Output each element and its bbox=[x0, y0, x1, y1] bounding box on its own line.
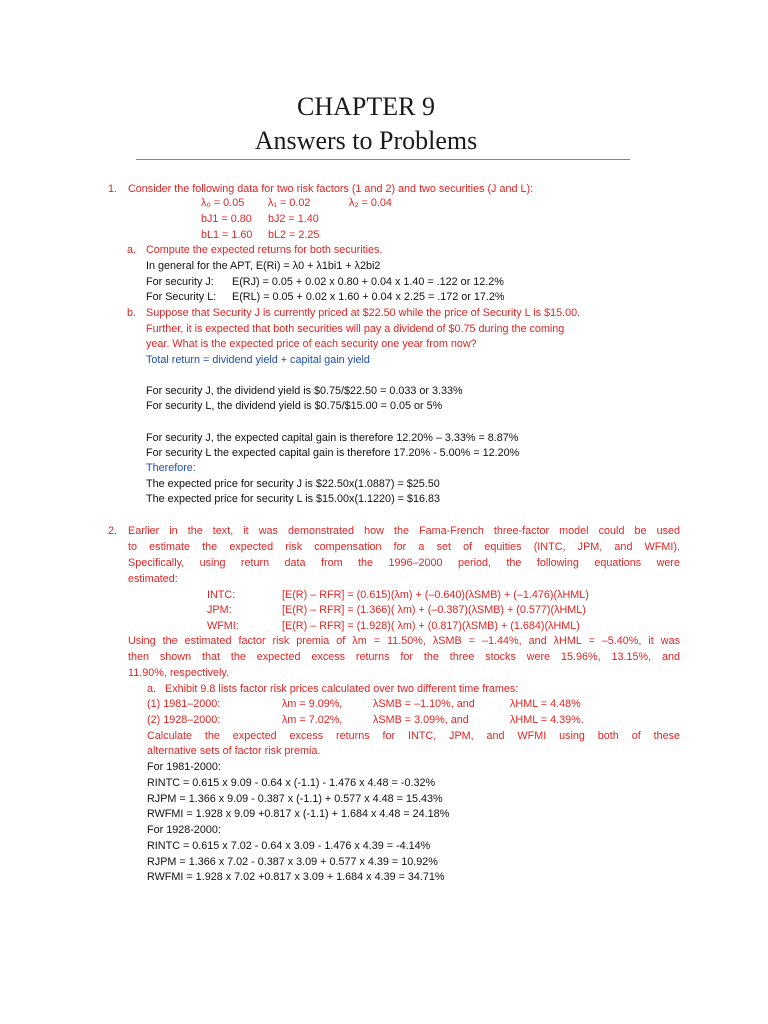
result-1981-jpm: RJPM = 1.366 x 9.09 - 0.387 x (-1.1) + 0.577 x 4.48 = 15.43% bbox=[147, 793, 443, 805]
problem-1-number: 1. bbox=[108, 183, 118, 195]
risk-premia-line-3: 11.90%, respectively. bbox=[128, 667, 230, 679]
period-1-lambda-smb: λSMB = –1.10%, and bbox=[373, 698, 475, 710]
apt-general-formula: In general for the APT, E(Ri) = λ0 + λ1bi1 + λ2bi2 bbox=[146, 260, 381, 272]
part-2a-label: a. bbox=[147, 683, 157, 695]
expected-price-l: The expected price for security L is $15.00x(1.1220) = $16.83 bbox=[146, 493, 440, 505]
security-j-calc: E(RJ) = 0.05 + 0.02 x 0.80 + 0.04 x 1.40 = .122 or 12.2% bbox=[232, 276, 504, 288]
period-2-lambda-m: λm = 7.02%, bbox=[282, 714, 343, 726]
problem-2-intro-line-1: Earlier in the text, it was demonstrated how the Fama-French three-factor model could be used bbox=[128, 525, 680, 537]
b-l1: bL1 = 1.60 bbox=[201, 229, 253, 241]
period-2-lambda-smb: λSMB = 3.09%, and bbox=[373, 714, 469, 726]
part-1b-question-line-3: year. What is the expected price of each security one year from now? bbox=[146, 338, 477, 350]
eq-intc: [E(R) – RFR] = (0.615)(λm) + (–0.640)(λSMB) + (–1.476)(λHML) bbox=[282, 589, 589, 601]
lambda-1: λ₁ = 0.02 bbox=[268, 197, 311, 209]
calc-instruction-line-2: alternative sets of factor risk premia. bbox=[147, 745, 321, 757]
eq-jpm: [E(R) – RFR] = (1.366)( λm) + (–0.387)(λSMB) + (0.577)(λHML) bbox=[282, 604, 586, 616]
security-l-label: For Security L: bbox=[146, 291, 217, 303]
eq-wfmi: [E(R) – RFR] = (1.928)( λm) + (0.817)(λSMB) + (1.684)(λHML) bbox=[282, 620, 580, 632]
risk-premia-line-2: then shown that the expected excess returns for the three stocks were 15.96%, 13.15%, and bbox=[128, 651, 680, 663]
b-j1: bJ1 = 0.80 bbox=[201, 213, 252, 225]
problem-2-intro-line-4: estimated: bbox=[128, 573, 178, 585]
part-1a-question: Compute the expected returns for both securities. bbox=[146, 244, 383, 256]
part-2a-question: Exhibit 9.8 lists factor risk prices calculated over two different time frames: bbox=[165, 683, 519, 695]
dividend-yield-j: For security J, the dividend yield is $0.75/$22.50 = 0.033 or 3.33% bbox=[146, 385, 463, 397]
b-j2: bJ2 = 1.40 bbox=[268, 213, 319, 225]
eq-wfmi-label: WFMI: bbox=[207, 620, 239, 632]
period-2-lambda-hml: λHML = 4.39%. bbox=[510, 714, 584, 726]
risk-premia-line-1: Using the estimated factor risk premia of λm = 11.50%, λSMB = –1.44%, and λHML = –5.40%, it was bbox=[128, 635, 680, 647]
capital-gain-j: For security J, the expected capital gain is therefore 12.20% – 3.33% = 8.87% bbox=[146, 432, 519, 444]
part-1b-label: b. bbox=[127, 307, 137, 319]
period-2-label: (2) 1928–2000: bbox=[147, 714, 221, 726]
part-1a-label: a. bbox=[127, 244, 137, 256]
lambda-2: λ₂ = 0.04 bbox=[349, 197, 392, 209]
chapter-title: CHAPTER 9 bbox=[297, 92, 435, 121]
period-1928-heading: For 1928-2000: bbox=[147, 824, 221, 836]
expected-price-j: The expected price for security J is $22.50x(1.0887) = $25.50 bbox=[146, 478, 440, 490]
period-1-lambda-hml: λHML = 4.48% bbox=[510, 698, 581, 710]
lambda-0: λ₀ = 0.05 bbox=[201, 197, 245, 209]
security-l-calc: E(RL) = 0.05 + 0.02 x 1.60 + 0.04 x 2.25 = .172 or 17.2% bbox=[232, 291, 505, 303]
title-divider bbox=[136, 159, 630, 160]
security-j-label: For security J: bbox=[146, 276, 214, 288]
problem-2-number: 2. bbox=[108, 525, 118, 537]
total-return-formula: Total return = dividend yield + capital gain yield bbox=[146, 354, 370, 366]
problem-2-intro-line-3: Specifically, using return data from the 1996–2000 period, the following equations were bbox=[128, 557, 680, 569]
problem-1-question: Consider the following data for two risk factors (1 and 2) and two securities (J and L): bbox=[128, 183, 534, 195]
result-1928-wfmi: RWFMI = 1.928 x 7.02 +0.817 x 3.09 + 1.684 x 4.39 = 34.71% bbox=[147, 871, 445, 883]
capital-gain-l: For security L the expected capital gain is therefore 17.20% - 5.00% = 12.20% bbox=[146, 447, 520, 459]
eq-jpm-label: JPM: bbox=[207, 604, 232, 616]
period-1-label: (1) 1981–2000: bbox=[147, 698, 221, 710]
part-1b-question-line-2: Further, it is expected that both securities will pay a dividend of $0.75 during the coming bbox=[146, 323, 565, 335]
period-1981-heading: For 1981-2000: bbox=[147, 761, 221, 773]
problem-2-intro-line-2: to estimate the expected risk compensation for a set of equities (INTC, JPM, and WFMI). bbox=[128, 541, 680, 553]
result-1928-intc: RINTC = 0.615 x 7.02 - 0.64 x 3.09 - 1.476 x 4.39 = -4.14% bbox=[147, 840, 431, 852]
result-1981-wfmi: RWFMI = 1.928 x 9.09 +0.817 x (-1.1) + 1.684 x 4.48 = 24.18% bbox=[147, 808, 450, 820]
chapter-subtitle: Answers to Problems bbox=[254, 126, 478, 155]
calc-instruction-line-1: Calculate the expected excess returns for INTC, JPM, and WFMI using both of these bbox=[147, 730, 680, 742]
therefore-label: Therefore: bbox=[146, 462, 196, 474]
period-1-lambda-m: λm = 9.09%, bbox=[282, 698, 343, 710]
result-1981-intc: RINTC = 0.615 x 9.09 - 0.64 x (-1.1) - 1.476 x 4.48 = -0.32% bbox=[147, 777, 436, 789]
part-1b-question-line-1: Suppose that Security J is currently priced at $22.50 while the price of Security L is $15.00. bbox=[146, 307, 581, 319]
eq-intc-label: INTC: bbox=[207, 589, 236, 601]
result-1928-jpm: RJPM = 1.366 x 7.02 - 0.387 x 3.09 + 0.577 x 4.39 = 10.92% bbox=[147, 856, 438, 868]
b-l2: bL2 = 2.25 bbox=[268, 229, 320, 241]
dividend-yield-l: For security L, the dividend yield is $0.75/$15.00 = 0.05 or 5% bbox=[146, 400, 443, 412]
